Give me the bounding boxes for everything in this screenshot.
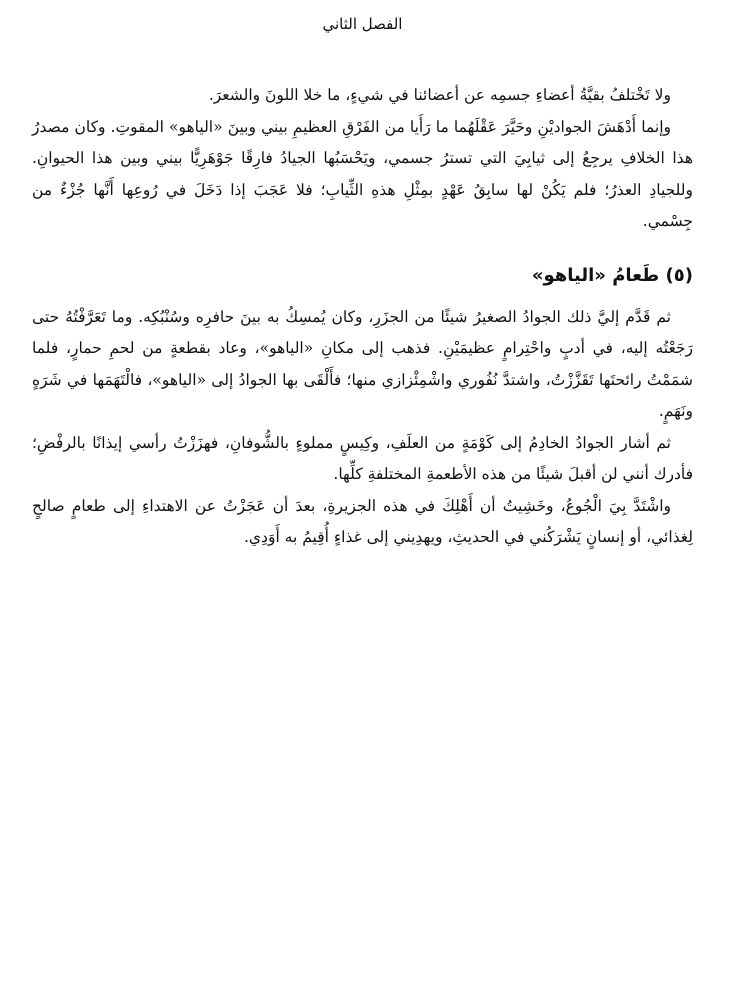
running-header-chapter: الفصل الثاني [322,15,403,33]
paragraph-4: ثم أشار الجوادُ الخادِمُ إلى كَوْمَةٍ من العلَفِ، وكِيسٍ مملوءٍ بالشُّوفانِ، فهزَزْتُ رأسي إيذانًا بالرفْضِ؛ فأدرك أنني لن أقبلَ شيئًا من هذه الأطعمةِ المختلفةِ كلِّها. [32,433,693,483]
section-heading: (٥) طَعامُ «الياهو» [531,264,693,286]
paragraph-5: واشْتَدَّ بِيَ الْجُوعُ، وخَشِيتُ أن أَهْلِكَ في هذه الجزيرةِ، بعدَ أن عَجَزْتُ عن الاهتداءِ إلى طعامٍ صالحٍ لِغذائي، أو إنسانٍ يَشْرَكُني في الحديثِ، ويهدِيني إلى غذاءٍ أُقِيمُ به أَوَدِي. [32,496,693,546]
paragraph-2: وإنما أَدْهَشَ الجواديْنِ وحَيَّرَ عَقْلَهُما ما رَأَيا من الفَرْقِ العظيمِ بيني وبينَ «الياهو» المقوتِ. وكان مصدرُ هذا الخلافِ يرجِعُ إلى ثيابِيَ التي تسترُ جسمي، ويَحْسَبُها الجيادُ فارِقًا جَوْهَرِيًّا بيني وبين هذا الحيوانِ. وللجيادِ العذرُ؛ فلم يَكُنْ لها سابِقُ عَهْدٍ بمِثْلِ هذهِ الثِّيابِ؛ فلا عَجَبَ إذا دَخَلَ في رُوعِها أَنَّها جُزْءٌ من جِسْمي. [32,117,693,230]
paragraph-1: ولا تَخْتلفُ بقيَّةُ أعضاءِ جسمِه عن أعضائنا في شيءٍ، ما خلا اللونَ والشعرَ. [208,86,671,104]
paragraph-3: ثم قَدَّم إليَّ ذلك الجوادُ الصغيرُ شيئًا من الجزَرِ، وكان يُمسِكُ به بينَ حافرِه وسُنْبُكِه. وما تَعَرَّفْتُهُ حتى رَجَعْتُه إليه، في أدبٍ واحْتِرامٍ عظيمَيْنِ. فذهب إلى مكانِ «الياهو»، وعاد بقطعةٍ من لحمِ حمارٍ، فلما شمَمْتُ رائحتَها تَقَزَّزْتُ، واشتدَّ نُفُوري واشْمِئْزازي منها؛ فأَلْقَى بها الجوادُ إلى «الياهو»، فالْتَهَمَها في شَرَهٍ ونَهَمٍ. [32,307,693,420]
